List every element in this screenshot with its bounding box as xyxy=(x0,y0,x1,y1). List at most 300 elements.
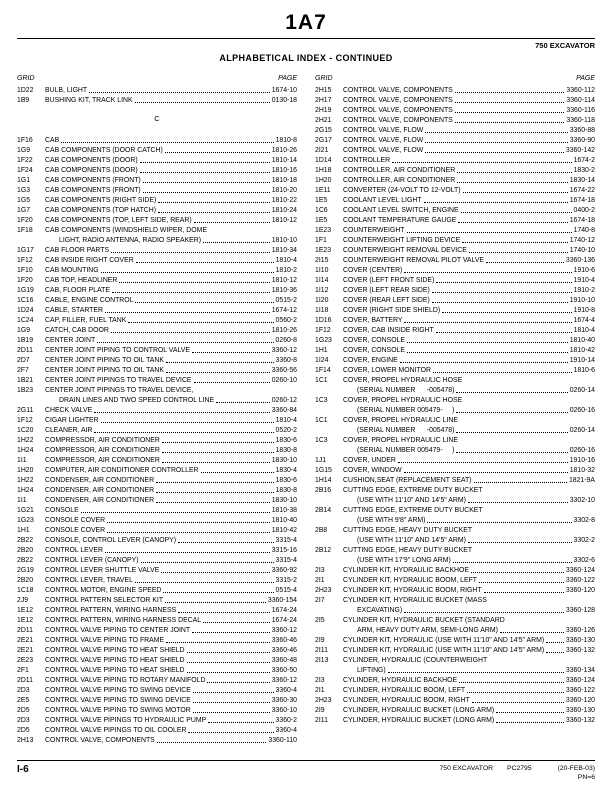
entry-page-ref: 3360-120 xyxy=(565,697,595,704)
entry-description: CONTROL PATTERN SELECTOR KIT xyxy=(45,597,164,604)
dot-leader xyxy=(457,182,568,183)
entry-page-ref: 3360-132 xyxy=(565,647,595,654)
index-entry xyxy=(315,314,595,324)
entry-page-ref: 1910-14 xyxy=(569,357,595,364)
entry-grid-ref: 1C1 xyxy=(315,417,328,424)
entry-description: CUTTING EDGE, EXTREME DUTY BUCKET xyxy=(343,487,483,494)
index-entry xyxy=(315,364,595,374)
entry-description: CONTROL LEVER SHUTTLE VALVE xyxy=(45,567,160,574)
entry-grid-ref: 1F16 xyxy=(17,137,33,144)
entry-description: CAB COMPONENTS (DOOR) xyxy=(45,167,138,174)
entry-description: (USE WITH 17'9" LONG ARM) xyxy=(357,557,451,564)
index-entry xyxy=(315,524,595,534)
dot-leader xyxy=(455,112,565,113)
entry-description: CAB COMPONENTS (DOOR) xyxy=(45,157,138,164)
index-entry xyxy=(17,84,297,94)
index-entry-continuation xyxy=(17,234,297,244)
entry-page-ref: 1810-32 xyxy=(569,467,595,474)
entry-description: CLEANER, AIR xyxy=(45,427,93,434)
entry-page-ref: 3360-134 xyxy=(565,667,595,674)
entry-description: CATCH, CAB DOOR xyxy=(45,327,109,334)
entry-description: COVER, PROPEL HYDRAULIC LINE xyxy=(343,437,459,444)
entry-grid-ref: 1C18 xyxy=(17,587,34,594)
page-column-label: PAGE xyxy=(576,75,595,82)
index-entry xyxy=(17,704,297,714)
grid-column-label: GRID xyxy=(17,75,35,82)
index-entry xyxy=(315,264,595,274)
entry-description: (USE WITH 9'8" ARM) xyxy=(357,517,426,524)
index-entry xyxy=(315,224,595,234)
entry-page-ref: 1810-12 xyxy=(271,277,297,284)
dot-leader xyxy=(479,582,564,583)
index-entry xyxy=(17,474,297,484)
entry-description: COVER, BATTERY xyxy=(343,317,403,324)
entry-page-ref: 1910-8 xyxy=(573,307,595,314)
index-entry xyxy=(17,344,297,354)
entry-grid-ref: 1B23 xyxy=(17,387,34,394)
entry-grid-ref: 2H17 xyxy=(315,97,332,104)
entry-page-ref: 0260-10 xyxy=(271,377,297,384)
index-entry xyxy=(17,134,297,144)
entry-grid-ref: 1G19 xyxy=(17,287,34,294)
entry-description: COVER (LEFT FRONT SIDE) xyxy=(343,277,435,284)
entry-description: CENTER JOINT PIPING TO OIL TANK xyxy=(45,357,164,364)
index-entry xyxy=(17,574,297,584)
entry-description: COOLANT LEVEL SWITCH, ENGINE xyxy=(343,207,459,214)
entry-page-ref: 0260-12 xyxy=(271,397,297,404)
entry-grid-ref: 2E21 xyxy=(17,637,34,644)
entry-description: CONTROL VALVE PIPING TO HEAT SHIELD xyxy=(45,667,185,674)
entry-grid-ref: 1J1 xyxy=(315,457,327,464)
index-entry xyxy=(17,454,297,464)
entry-grid-ref: 1C6 xyxy=(315,207,328,214)
page-column-label: PAGE xyxy=(278,75,297,82)
entry-grid-ref: 1F12 xyxy=(17,417,33,424)
entry-page-ref: 1674-18 xyxy=(569,197,595,204)
entry-grid-ref: 2I7 xyxy=(315,597,325,604)
entry-page-ref: 1910-2 xyxy=(573,287,595,294)
dot-leader xyxy=(81,512,270,513)
entry-grid-ref: 2E23 xyxy=(17,657,34,664)
footer-model: 750 EXCAVATOR xyxy=(439,765,494,772)
entry-grid-ref: 2B22 xyxy=(17,557,34,564)
index-entry xyxy=(315,104,595,114)
footer-rule xyxy=(17,760,595,761)
entry-description: CAB, FLOOR PLATE xyxy=(45,287,110,294)
dot-leader xyxy=(436,332,572,333)
entry-page-ref: 1821-9A xyxy=(568,477,595,484)
section-letter-c: C xyxy=(154,114,160,123)
entry-page-ref: 1674-22 xyxy=(569,187,595,194)
entry-grid-ref: 2I3 xyxy=(315,677,325,684)
entry-description: CENTER JOINT PIPINGS TO TRAVEL DEVICE, xyxy=(45,387,194,394)
dot-leader xyxy=(404,472,568,473)
dot-leader xyxy=(192,632,270,633)
dot-leader xyxy=(187,662,270,663)
entry-page-ref: 1830-6 xyxy=(275,437,297,444)
header-rule xyxy=(17,38,595,39)
dot-leader xyxy=(156,482,273,483)
entry-page-ref: 1810-42 xyxy=(271,527,297,534)
entry-description: CONTROL VALVE, COMPONENTS xyxy=(343,87,453,94)
entry-description: CENTER JOINT PIPING TO OIL TANK xyxy=(45,367,164,374)
entry-page-ref: 3360-124 xyxy=(565,677,595,684)
entry-page-ref: 1830-8 xyxy=(275,487,297,494)
entry-page-ref: 1740-12 xyxy=(569,237,595,244)
index-entry xyxy=(315,134,595,144)
entry-page-ref: 3360-110 xyxy=(268,737,297,744)
entry-page-ref: 3360-4 xyxy=(275,687,297,694)
entry-grid-ref: 1G15 xyxy=(315,467,332,474)
dot-leader xyxy=(178,542,273,543)
entry-description: CAB COMPONENTS (DOOR CATCH) xyxy=(45,147,163,154)
entry-description: CUSHION,SEAT (REPLACEMENT SEAT) xyxy=(343,477,472,484)
entry-description: COVER, PROPEL HYDRAULIC HOSE xyxy=(343,377,463,384)
index-entry xyxy=(17,494,297,504)
entry-page-ref: 1810-12 xyxy=(271,217,297,224)
entry-description: CYLINDER KIT, HYDRAULIC BACKHOE xyxy=(343,567,469,574)
entry-grid-ref: 1D14 xyxy=(315,157,332,164)
entry-description: CONTROL VALVE PIPING TO HEAT SHIELD xyxy=(45,647,185,654)
entry-description: (USE WITH 11'10" AND 14'5" ARM) xyxy=(357,497,466,504)
entry-grid-ref: 2B20 xyxy=(17,577,34,584)
dot-leader xyxy=(111,252,270,253)
index-entry xyxy=(17,174,297,184)
entry-grid-ref: 1C3 xyxy=(315,437,328,444)
entry-description: CONTROL PATTERN, WIRING HARNESS DECAL xyxy=(45,617,202,624)
entry-description: CHECK VALVE xyxy=(45,407,93,414)
entry-page-ref: 0515-2 xyxy=(275,297,297,304)
index-entry xyxy=(17,554,297,564)
entry-description: COVER (REAR LEFT SIDE) xyxy=(343,297,430,304)
entry-grid-ref: 1H1 xyxy=(17,527,30,534)
entry-page-ref: 1810-18 xyxy=(271,177,297,184)
entry-grid-ref: 2F1 xyxy=(17,667,29,674)
entry-description: CONTROL VALVE PIPING TO CENTER JOINT xyxy=(45,627,191,634)
entry-description: CAB COMPONENTS (RIGHT SIDE) xyxy=(45,197,157,204)
entry-grid-ref: 1E23 xyxy=(315,227,332,234)
index-title: ALPHABETICAL INDEX - CONTINUED xyxy=(219,53,393,63)
index-entry xyxy=(17,384,297,394)
entry-description: CABLE, STARTER xyxy=(45,307,103,314)
index-entry xyxy=(17,404,297,414)
entry-description: CAB COMPONENTS (FRONT) xyxy=(45,187,141,194)
entry-grid-ref: 2D11 xyxy=(17,677,33,684)
index-entry xyxy=(17,144,297,154)
entry-grid-ref: 2F7 xyxy=(17,367,29,374)
index-entry xyxy=(17,614,297,624)
entry-description: CONTROL MOTOR, ENGINE SPEED xyxy=(45,587,162,594)
entry-description: CONTROLLER xyxy=(343,157,391,164)
index-entry xyxy=(315,674,595,684)
entry-description: CYLINDER KIT, HYDRAULIC BOOM, LEFT xyxy=(343,577,478,584)
entry-grid-ref: 1H20 xyxy=(315,177,332,184)
dot-leader xyxy=(208,722,273,723)
left-column-header xyxy=(17,70,297,84)
index-entry xyxy=(315,544,595,554)
entry-grid-ref: 2I3 xyxy=(315,567,325,574)
entry-description: BUSHING KIT, TRACK LINK xyxy=(45,97,133,104)
dot-leader xyxy=(453,562,572,563)
entry-grid-ref: 1F14 xyxy=(315,367,331,374)
entry-grid-ref: 1F10 xyxy=(17,267,33,274)
index-entry xyxy=(17,654,297,664)
entry-page-ref: 3360-50 xyxy=(271,667,297,674)
index-entry xyxy=(315,504,595,514)
index-entry xyxy=(315,334,595,344)
entry-grid-ref: 1C20 xyxy=(17,427,34,434)
dot-leader xyxy=(468,502,568,503)
entry-description: CONTROL VALVE PIPINGS TO OIL COOLER xyxy=(45,727,187,734)
entry-page-ref: 3360-128 xyxy=(565,607,595,614)
entry-page-ref: 3360-8 xyxy=(275,357,297,364)
index-entry-continuation xyxy=(315,664,595,674)
entry-description: CYLINDER KIT, HYDRAULIC BUCKET (STANDARD xyxy=(343,617,505,624)
dot-leader xyxy=(193,702,270,703)
index-entry xyxy=(315,234,595,244)
entry-grid-ref: 1I10 xyxy=(315,267,329,274)
entry-page-ref: 1740-10 xyxy=(569,247,595,254)
entry-grid-ref: 1I1 xyxy=(17,457,27,464)
dot-leader xyxy=(500,632,564,633)
entry-page-ref: 3360-92 xyxy=(271,567,297,574)
entry-grid-ref: 1E5 xyxy=(315,217,328,224)
dot-leader xyxy=(456,452,567,453)
entry-grid-ref: 1H22 xyxy=(17,477,34,484)
entry-page-ref: 1810-8 xyxy=(275,137,297,144)
entry-grid-ref: 2H19 xyxy=(315,107,332,114)
entry-description: CAB INSIDE RIGHT COVER xyxy=(45,257,134,264)
dot-leader xyxy=(112,292,270,293)
entry-page-ref: 1910-10 xyxy=(569,297,595,304)
entry-page-ref: 1674-12 xyxy=(271,307,297,314)
index-entry xyxy=(315,254,595,264)
index-entry xyxy=(17,504,297,514)
entry-page-ref: 0260-14 xyxy=(569,427,595,434)
index-entry xyxy=(315,654,595,664)
index-entry xyxy=(17,214,297,224)
dot-leader xyxy=(188,732,273,733)
dot-leader xyxy=(407,232,572,233)
dot-leader xyxy=(546,652,564,653)
entry-grid-ref: 1B19 xyxy=(17,337,34,344)
dot-leader xyxy=(425,132,567,133)
entry-page-ref: 3360-130 xyxy=(565,637,595,644)
entry-description: LIGHT, RADIO ANTENNA, RADIO SPEAKER) xyxy=(59,237,202,244)
dot-leader xyxy=(166,642,270,643)
dot-leader xyxy=(458,222,567,223)
entry-page-ref: 3360-120 xyxy=(565,587,595,594)
index-entry xyxy=(17,314,297,324)
entry-description: CONTROL LEVER xyxy=(45,547,103,554)
index-entry-continuation xyxy=(315,424,595,434)
entry-grid-ref: 2G11 xyxy=(17,407,34,414)
entry-page-ref: 3360-126 xyxy=(565,627,595,634)
entry-page-ref: 1810-20 xyxy=(271,187,297,194)
index-entry xyxy=(315,394,595,404)
entry-page-ref: 3360-12 xyxy=(271,627,297,634)
dot-leader xyxy=(398,462,568,463)
header-model: 750 EXCAVATOR xyxy=(535,41,595,50)
entry-grid-ref: 1D24 xyxy=(17,307,34,314)
entry-description: CONTROL VALVE, COMPONENTS xyxy=(343,107,453,114)
entry-grid-ref: 2E5 xyxy=(17,697,30,704)
index-entry xyxy=(17,674,297,684)
entry-description: CYLINDER, HYDRAULIC (COUNTERWEIGHT xyxy=(343,657,488,664)
index-entry xyxy=(17,514,297,524)
entry-page-ref: 3360-88 xyxy=(569,127,595,134)
entry-grid-ref: 1I14 xyxy=(315,277,329,284)
index-entry xyxy=(315,144,595,154)
dot-leader xyxy=(156,502,270,503)
index-entry xyxy=(315,714,595,724)
entry-page-ref: 3360-122 xyxy=(565,687,595,694)
dot-leader xyxy=(136,262,274,263)
entry-description: COVER, WINDOW xyxy=(343,467,402,474)
entry-page-ref: 1810-4 xyxy=(275,417,297,424)
dot-leader xyxy=(140,172,270,173)
entry-description: COUNTERWEIGHT LIFTING DEVICE xyxy=(343,237,461,244)
entry-grid-ref: 1E12 xyxy=(17,617,34,624)
index-entry xyxy=(315,584,595,594)
dot-leader xyxy=(461,212,572,213)
dot-leader xyxy=(163,592,273,593)
entry-page-ref: 3360-130 xyxy=(565,707,595,714)
entry-description: CONTROL VALVE PIPINGS TO HYDRAULIC PUMP xyxy=(45,717,207,724)
index-entry xyxy=(17,524,297,534)
entry-grid-ref: 1C24 xyxy=(17,317,34,324)
index-entry xyxy=(315,114,595,124)
entry-description: COOLANT LEVEL LIGHT xyxy=(343,197,422,204)
entry-page-ref: 1674-10 xyxy=(271,87,297,94)
entry-page-ref: 0515-4 xyxy=(275,587,297,594)
entry-page-ref: 0130-18 xyxy=(271,97,297,104)
dot-leader xyxy=(165,602,266,603)
index-entry xyxy=(17,264,297,274)
index-entry xyxy=(315,484,595,494)
index-entry xyxy=(315,124,595,134)
entry-description: CYLINDER KIT, HYDRAULIC (USE WITH 11'10" AND 14'5" ARM) xyxy=(343,637,545,644)
entry-grid-ref: 1B21 xyxy=(17,377,34,384)
dot-leader xyxy=(94,412,269,413)
entry-page-ref: 1810-16 xyxy=(271,167,297,174)
entry-page-ref: 3360-118 xyxy=(566,117,595,124)
index-entry-continuation xyxy=(315,404,595,414)
entry-grid-ref: 1H1 xyxy=(315,347,328,354)
entry-page-ref: 1810-26 xyxy=(271,327,297,334)
entry-page-ref: 1674-18 xyxy=(569,217,595,224)
index-entry xyxy=(17,184,297,194)
dot-leader xyxy=(425,142,567,143)
dot-leader xyxy=(162,452,274,453)
entry-page-ref: 3360-84 xyxy=(271,407,297,414)
entry-page-ref: 1810-42 xyxy=(569,347,595,354)
entry-description: CONTROL VALVE, FLOW xyxy=(343,127,424,134)
entry-page-ref: 0260-16 xyxy=(569,407,595,414)
entry-description: CONSOLE, CONTROL LEVER (CANOPY) xyxy=(45,537,177,544)
entry-grid-ref: 2B16 xyxy=(315,487,332,494)
dot-leader xyxy=(424,202,568,203)
index-entry xyxy=(17,154,297,164)
entry-description: COUNTERWEIGHT REMOVAL DEVICE xyxy=(343,247,467,254)
index-entry-continuation xyxy=(315,444,595,454)
entry-page-ref: 1830-10 xyxy=(271,497,297,504)
entry-description: CONTROL VALVE PIPING TO ROTARY MANIFOLD xyxy=(45,677,206,684)
index-entry xyxy=(17,444,297,454)
entry-description: CONTROLLER, AIR CONDITIONER xyxy=(343,177,456,184)
index-entry xyxy=(315,274,595,284)
dot-leader xyxy=(193,692,274,693)
entry-page-ref: 0520-2 xyxy=(275,427,297,434)
dot-leader xyxy=(101,272,274,273)
entry-description: CYLINDER, HYDRAULIC BUCKET (LONG ARM) xyxy=(343,717,495,724)
entry-grid-ref: 2H21 xyxy=(315,117,332,124)
entry-description: COVER (LEFT REAR SIDE) xyxy=(343,287,430,294)
index-entry xyxy=(17,604,297,614)
entry-grid-ref: 1G17 xyxy=(17,247,34,254)
entry-page-ref: 3360-90 xyxy=(569,137,595,144)
entry-grid-ref: 2I1 xyxy=(315,577,325,584)
entry-page-ref: 3302-8 xyxy=(573,517,595,524)
entry-grid-ref: 1C1 xyxy=(315,377,328,384)
entry-page-ref: 3360-46 xyxy=(271,647,297,654)
dot-leader xyxy=(456,432,567,433)
index-entry xyxy=(17,564,297,574)
entry-page-ref: 1830-14 xyxy=(569,177,595,184)
dot-leader xyxy=(107,522,270,523)
entry-page-ref: 3315-16 xyxy=(271,547,297,554)
entry-grid-ref: 1I1 xyxy=(17,497,27,504)
entry-description: COOLANT TEMPERATURE GAUGE xyxy=(343,217,457,224)
entry-page-ref: 0400-2 xyxy=(573,207,595,214)
dot-leader xyxy=(203,242,270,243)
dot-leader xyxy=(486,262,564,263)
index-entry xyxy=(17,374,297,384)
entry-description: CYLINDER KIT, HYDRAULIC (USE WITH 11'10" AND 14'5" ARM) xyxy=(343,647,545,654)
index-entry xyxy=(315,474,595,484)
dot-leader xyxy=(472,702,564,703)
entry-page-ref: 1810-24 xyxy=(271,207,297,214)
dot-leader xyxy=(158,212,270,213)
index-entry xyxy=(315,324,595,334)
index-entry xyxy=(315,344,595,354)
index-entry xyxy=(17,304,297,314)
dot-leader xyxy=(157,742,267,743)
entry-grid-ref: 2D5 xyxy=(17,727,30,734)
index-entry xyxy=(315,704,595,714)
entry-grid-ref: 1G5 xyxy=(17,197,31,204)
index-entry xyxy=(315,694,595,704)
entry-description: (SERIAL NUMBER 005479- ) xyxy=(357,447,455,454)
entry-description: COVER, PROPEL HYDRAULIC HOSE xyxy=(343,397,463,404)
index-entry xyxy=(17,244,297,254)
index-entry xyxy=(17,334,297,344)
entry-description: COVER (CENTER) xyxy=(343,267,403,274)
dot-leader xyxy=(407,342,568,343)
entry-grid-ref: 1H20 xyxy=(17,467,34,474)
index-entry xyxy=(17,634,297,644)
entry-description: COUNTERWEIGHT xyxy=(343,227,405,234)
footer-date: (20-FEB-03) xyxy=(557,765,595,772)
index-entry xyxy=(315,164,595,174)
entry-description: CONTROL VALVE, FLOW xyxy=(343,147,424,154)
entry-description: CABLE, ENGINE CONTROL xyxy=(45,297,134,304)
entry-grid-ref: 1D22 xyxy=(17,87,34,94)
dot-leader xyxy=(107,532,270,533)
entry-grid-ref: 1G21 xyxy=(17,507,34,514)
index-entry xyxy=(315,214,595,224)
entry-description: CONTROL VALVE, FLOW xyxy=(343,137,424,144)
